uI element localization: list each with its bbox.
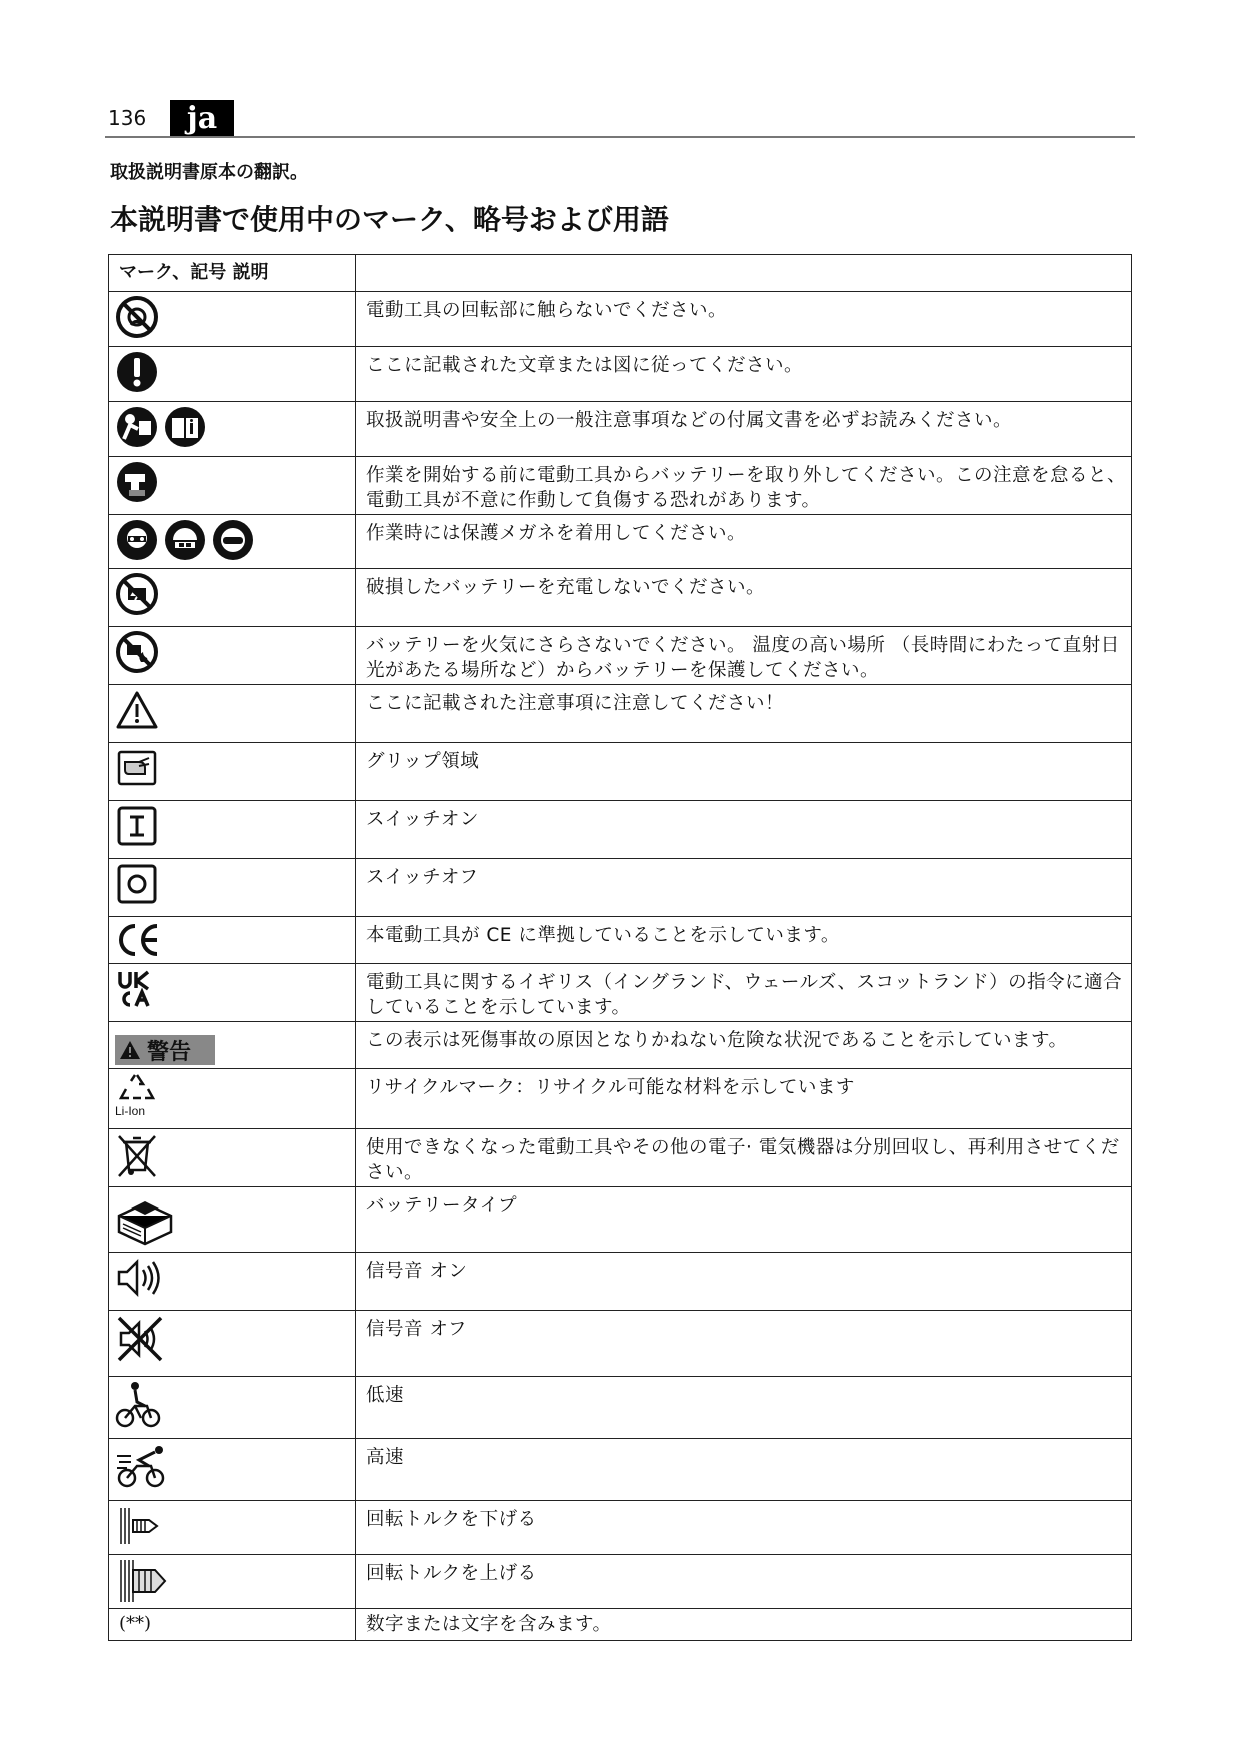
row-description: 作業を開始する前に電動工具からバッテリーを取り外してください。この注意を怠ると、電動工具が不意に作動して負傷する恐れがあります。 xyxy=(356,457,1132,515)
row-description: 数字または文字を含みます。 xyxy=(356,1609,1132,1641)
remove-battery-icon xyxy=(115,460,159,504)
high-speed-bike-icon xyxy=(115,1442,171,1490)
torque-up-icon xyxy=(115,1558,171,1604)
symbols-table xyxy=(108,254,1132,1641)
row-description: 取扱説明書や安全上の一般注意事項などの付属文書を必ずお読みください。 xyxy=(356,402,1132,457)
table-row xyxy=(109,292,1132,347)
no-charge-damaged-battery-icon xyxy=(115,572,159,616)
table-row xyxy=(109,1501,1132,1555)
table-header-row xyxy=(109,255,1132,292)
warning-badge-label: 警告 xyxy=(147,1039,192,1065)
table-row xyxy=(109,801,1132,859)
recycle-icon xyxy=(115,1072,159,1104)
battery-type-icon xyxy=(115,1190,175,1248)
table-row xyxy=(109,964,1132,1022)
table-row xyxy=(109,1069,1132,1129)
row-description: バッテリーを火気にさらさないでください。 温度の高い場所 （長時間にわたって直射日光があたる場所など）からバッテリーを保護してください。 xyxy=(356,627,1132,685)
row-description: 信号音 オン xyxy=(356,1253,1132,1311)
row-description: 高速 xyxy=(356,1439,1132,1501)
warning-triangle-icon xyxy=(115,688,159,732)
face-shield-icon xyxy=(115,518,159,562)
language-tab: ja xyxy=(170,100,234,138)
row-description: グリップ領域 xyxy=(356,743,1132,801)
mandatory-exclamation-icon xyxy=(115,350,159,394)
table-row xyxy=(109,859,1132,917)
grip-area-icon xyxy=(115,746,159,790)
table-row xyxy=(109,917,1132,964)
table-row xyxy=(109,627,1132,685)
ukca-mark-icon xyxy=(115,967,155,1011)
switch-off-icon xyxy=(115,862,159,906)
table-row xyxy=(109,457,1132,515)
table-row xyxy=(109,515,1132,569)
footnote-symbol: (**) xyxy=(119,1613,152,1634)
table-row xyxy=(109,743,1132,801)
torque-down-icon xyxy=(115,1504,165,1548)
table-row xyxy=(109,685,1132,743)
row-description: バッテリータイプ xyxy=(356,1187,1132,1253)
table-row xyxy=(109,569,1132,627)
row-description: リサイクルマーク：リサイクル可能な材料を示しています xyxy=(356,1069,1132,1129)
row-description: 低速 xyxy=(356,1377,1132,1439)
no-touch-rotating-icon xyxy=(115,295,159,339)
row-description: ここに記載された文章または図に従ってください。 xyxy=(356,347,1132,402)
helmet-goggles-icon xyxy=(163,518,207,562)
row-description: スイッチオフ xyxy=(356,859,1132,917)
row-description: 破損したバッテリーを充電しないでください。 xyxy=(356,569,1132,627)
table-row xyxy=(109,1439,1132,1501)
manual-book-icon xyxy=(163,405,207,449)
ce-mark-icon xyxy=(115,920,161,960)
safety-glasses-icon xyxy=(211,518,255,562)
table-row xyxy=(109,347,1132,402)
table-row xyxy=(109,1253,1132,1311)
table-row xyxy=(109,1377,1132,1439)
table-row xyxy=(109,1187,1132,1253)
row-description: 回転トルクを上げる xyxy=(356,1555,1132,1609)
translation-note: 取扱説明書原本の翻訳。 xyxy=(110,162,308,183)
page-title: 本説明書で使用中のマーク、略号および用語 xyxy=(110,203,669,236)
switch-on-icon xyxy=(115,804,159,848)
slow-speed-bike-icon xyxy=(115,1380,163,1430)
header-rule xyxy=(105,136,1135,138)
read-instructions-icon xyxy=(115,405,159,449)
warning-triangle-icon xyxy=(119,1040,141,1060)
table-row xyxy=(109,402,1132,457)
row-description: この表示は死傷事故の原因となりかねない危険な状況であることを示しています。 xyxy=(356,1022,1132,1069)
column-header-empty xyxy=(356,255,1132,292)
weee-bin-icon xyxy=(115,1132,159,1178)
row-description: 信号音 オフ xyxy=(356,1311,1132,1377)
column-header: マーク、記号 説明 xyxy=(109,255,356,292)
row-description: 電動工具の回転部に触らないでください。 xyxy=(356,292,1132,347)
no-fire-battery-icon xyxy=(115,630,159,674)
table-row xyxy=(109,1129,1132,1187)
table-row xyxy=(109,1022,1132,1069)
table-row xyxy=(109,1311,1132,1377)
row-description: 作業時には保護メガネを着用してください。 xyxy=(356,515,1132,569)
li-ion-label: Li-Ion xyxy=(115,1104,146,1118)
row-description: スイッチオン xyxy=(356,801,1132,859)
warning-badge xyxy=(115,1035,215,1065)
sound-off-icon xyxy=(115,1314,165,1364)
row-description: ここに記載された注意事項に注意してください！ xyxy=(356,685,1132,743)
table-row xyxy=(109,1609,1132,1641)
row-description: 回転トルクを下げる xyxy=(356,1501,1132,1555)
row-description: 使用できなくなった電動工具やその他の電子· 電気機器は分別回収し、再利用させてください。 xyxy=(356,1129,1132,1187)
row-description: 本電動工具が CE に準拠していることを示しています。 xyxy=(356,917,1132,964)
table-row xyxy=(109,1555,1132,1609)
row-description: 電動工具に関するイギリス（イングランド、ウェールズ、スコットランド）の指令に適合していることを示しています。 xyxy=(356,964,1132,1022)
page-number: 136 xyxy=(108,106,147,130)
sound-on-icon xyxy=(115,1256,165,1300)
